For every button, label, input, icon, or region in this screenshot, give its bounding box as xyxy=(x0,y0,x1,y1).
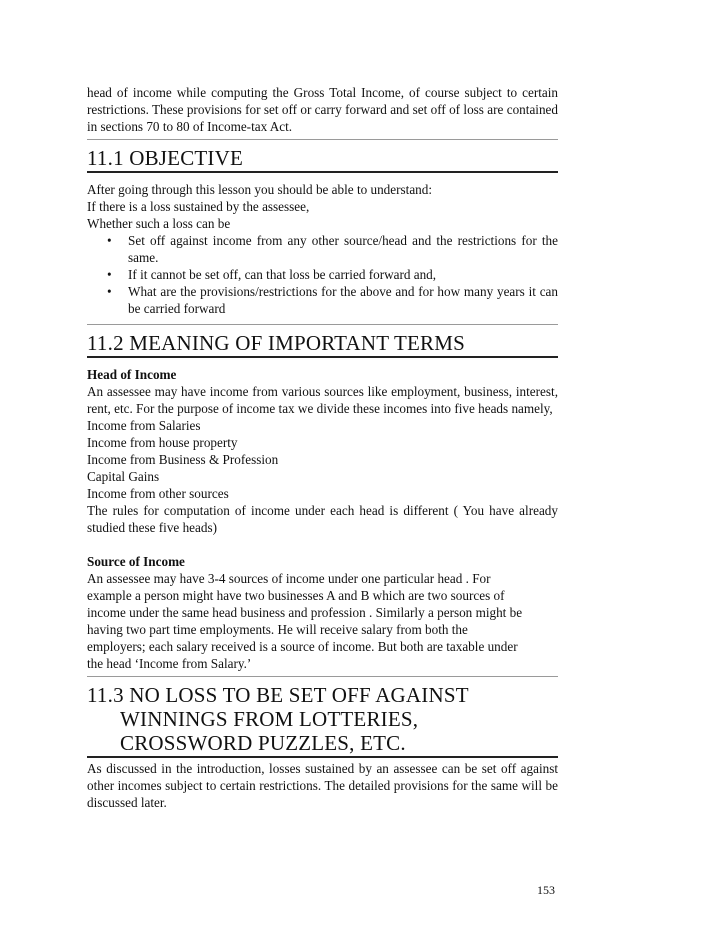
heading-underline xyxy=(87,356,558,358)
bullet-text: What are the provisions/restrictions for the above and for how many years it can be carried forward xyxy=(128,284,558,316)
divider xyxy=(87,324,558,325)
heading-line: WINNINGS FROM LOTTERIES, xyxy=(120,707,419,731)
bullet-text: Set off against income from any other source/head and the restrictions for the same. xyxy=(128,233,558,265)
rules-paragraph: The rules for computation of income under each head is different ( You have already studied these five heads) xyxy=(87,503,558,535)
bullet-text: If it cannot be set off, can that loss be carried forward and, xyxy=(128,267,437,282)
subheading-source-of-income: Source of Income xyxy=(87,554,185,569)
bullet-icon: • xyxy=(107,267,112,282)
heading-underline xyxy=(87,171,558,173)
head-list-item: Income from Business & Profession xyxy=(87,452,279,467)
page-body xyxy=(87,84,558,811)
head-list-item: Income from house property xyxy=(87,435,238,450)
section-heading-lotteries xyxy=(87,683,558,755)
source-paragraph-line: the head ‘Income from Salary.’ xyxy=(87,656,252,671)
heading-underline xyxy=(87,756,558,758)
head-list-item: Income from Salaries xyxy=(87,418,201,433)
objective-line: After going through this lesson you should be able to understand: xyxy=(87,182,433,197)
source-paragraph-line: employers; each salary received is a source of income. But both are taxable under xyxy=(87,639,518,654)
subheading-head-of-income: Head of Income xyxy=(87,367,177,382)
heading-line: CROSSWORD PUZZLES, ETC. xyxy=(120,731,406,755)
source-paragraph-line: having two part time employments. He will receive salary from both the xyxy=(87,622,468,637)
divider xyxy=(87,676,558,677)
source-paragraph-line: income under the same head business and profession . Similarly a person might be xyxy=(87,605,523,620)
head-list-item: Income from other sources xyxy=(87,486,229,501)
heading-line: 11.3 NO LOSS TO BE SET OFF AGAINST xyxy=(87,683,469,707)
bullet-icon: • xyxy=(107,233,112,248)
head-list-item: Capital Gains xyxy=(87,469,160,484)
bullet-icon: • xyxy=(107,284,112,299)
section-heading-objective: 11.1 OBJECTIVE xyxy=(87,146,244,170)
bullet-item xyxy=(107,232,558,266)
head-of-income-paragraph: An assessee may have income from various sources like employment, business, interest, rent, etc. For the purpose of income tax we divide these incomes into five heads namely, xyxy=(87,384,558,416)
section-heading-terms: 11.2 MEANING OF IMPORTANT TERMS xyxy=(87,331,465,355)
source-paragraph-line: An assessee may have 3-4 sources of income under one particular head . For xyxy=(87,571,491,586)
source-paragraph-line: example a person might have two businesses A and B which are two sources of xyxy=(87,588,505,603)
intro-paragraph: head of income while computing the Gross Total Income, of course subject to certain restrictions. These provisions for set off or carry forward and set off of loss are contained in sections 70 to 80 of Income-tax Act. xyxy=(87,85,558,134)
objective-bullet-list xyxy=(87,232,558,317)
lotteries-paragraph: As discussed in the introduction, losses sustained by an assessee can be set off against other incomes subject to certain restrictions. The detailed provisions for the same will be discussed later. xyxy=(87,761,558,810)
bullet-item xyxy=(107,266,558,283)
divider xyxy=(87,139,558,140)
objective-line: Whether such a loss can be xyxy=(87,216,231,231)
page-number: 153 xyxy=(537,883,555,897)
bullet-item xyxy=(107,283,558,317)
objective-line: If there is a loss sustained by the assessee, xyxy=(87,199,310,214)
